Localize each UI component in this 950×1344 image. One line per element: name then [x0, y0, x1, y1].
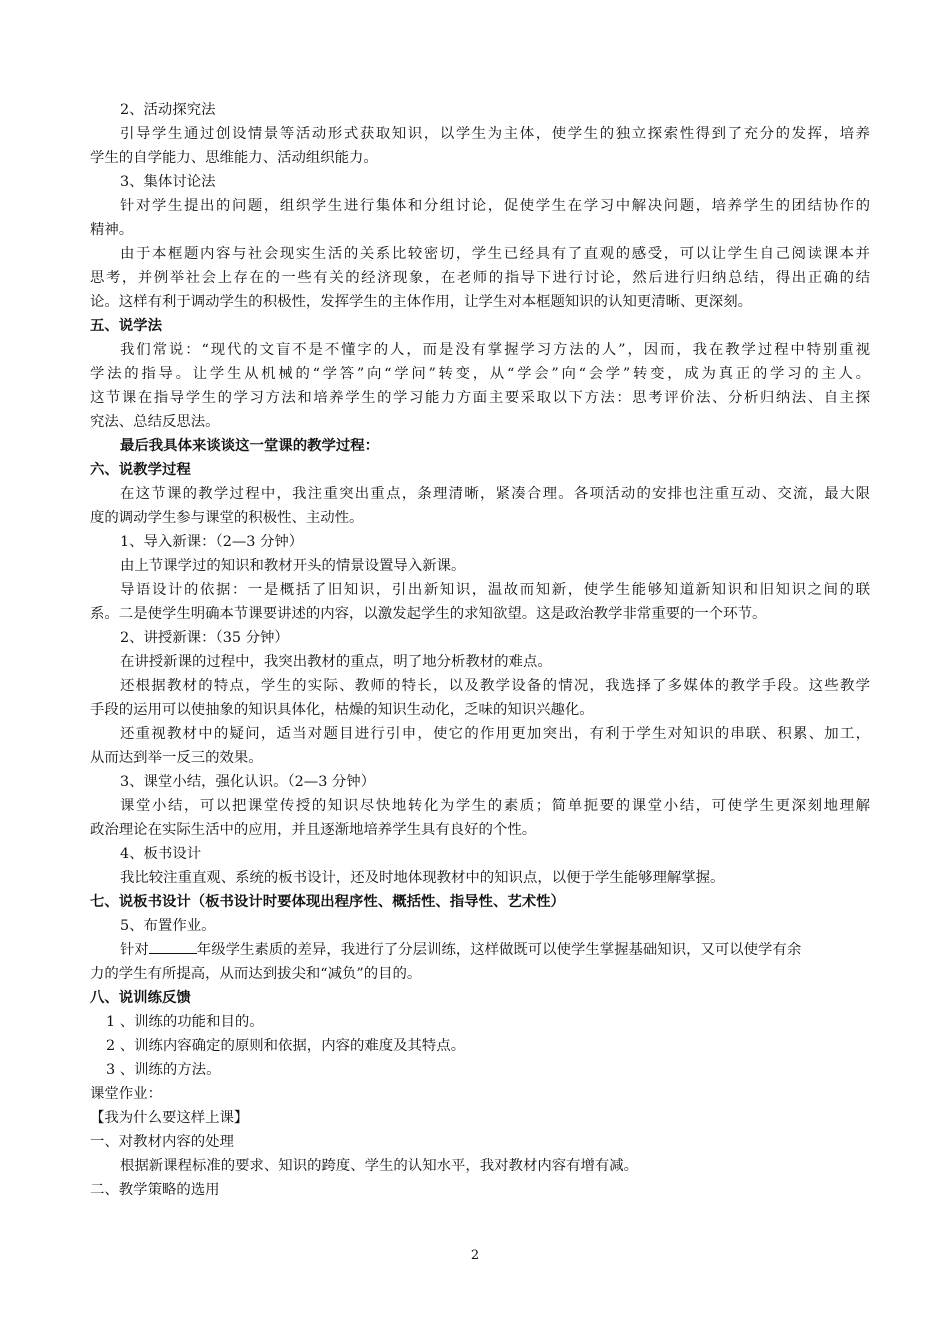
- paragraph-line: 还重视教材中的疑问，适当对题目进行引申，使它的作用更加突出，有利于学生对知识的串联、积累、加工，: [120, 726, 870, 742]
- paragraph-line: 4、板书设计: [120, 846, 202, 862]
- paragraph-line: 我们常说：“现代的文盲不是不懂字的人，而是没有掌握学习方法的人”，因而，我在教学过程中特别重视: [120, 342, 870, 358]
- paragraph-line: 这节课在指导学生的学习方法和培养学生的学习能力方面主要采取以下方法：思考评价法、分析归纳法、自主探: [90, 390, 870, 406]
- paragraph-line: 3、课堂小结，强化认识。（2—3 分钟）: [120, 774, 376, 790]
- paragraph-line: 由于本框题内容与社会现实生活的关系比较密切，学生已经具有了直观的感受，可以让学生自己阅读课本并: [120, 246, 870, 262]
- paragraph-line: 精神。: [90, 222, 134, 238]
- paragraph-line: 在讲授新课的过程中，我突出教材的重点，明了地分析教材的难点。: [120, 654, 552, 670]
- paragraph-line: 针对学生提出的问题，组织学生进行集体和分组讨论，促使学生在学习中解决问题，培养学生的团结协作的: [120, 198, 870, 214]
- paragraph-line: 2、讲授新课：（35 分钟）: [120, 630, 289, 646]
- paragraph-line: 思考，并例举社会上存在的一些有关的经济现象，在老师的指导下进行讨论，然后进行归纳总结，得出正确的结: [90, 270, 870, 286]
- page-number: 2: [470, 1248, 480, 1263]
- paragraph-line: 课堂小结，可以把课堂传授的知识尽快地转化为学生的素质；简单扼要的课堂小结，可使学生更深刻地理解: [120, 798, 870, 814]
- paragraph-line: 论。这样有利于调动学生的积极性，发挥学生的主体作用，让学生对本框题知识的认知更清晰、更深刻。: [90, 294, 752, 310]
- paragraph-line: 由上节课学过的知识和教材开头的情景设置导入新课。: [120, 558, 466, 574]
- paragraph-line: 一、对教材内容的处理: [90, 1134, 234, 1150]
- section-heading: 六、说教学过程: [90, 461, 191, 478]
- paragraph-line: 引导学生通过创设情景等活动形式获取知识，以学生为主体，使学生的独立探索性得到了充分的发挥，培养: [120, 126, 870, 142]
- paragraph-line: 政治理论在实际生活中的应用，并且逐渐地培养学生具有良好的个性。: [90, 822, 537, 838]
- paragraph-line: 2、活动探究法: [120, 102, 216, 118]
- paragraph-line: 还根据教材的特点，学生的实际、教师的特长，以及教学设备的情况，我选择了多媒体的教学手段。这些教学: [120, 678, 870, 694]
- paragraph-text: 针对: [120, 942, 149, 958]
- paragraph-line: 学法的指导。让学生从机械的“学答”向“学问”转变，从“学会”向“会学”转变，成为真正的学习的主人。: [90, 366, 870, 382]
- paragraph-line: 1、导入新课：（2—3 分钟）: [120, 534, 304, 550]
- paragraph-line-with-blank: [120, 938, 870, 962]
- paragraph-line: 力的学生有所提高，从而达到拔尖和“减负”的目的。: [90, 966, 422, 982]
- paragraph-line: 我比较注重直观、系统的板书设计，还及时地体现教材中的知识点，以便于学生能够理解掌握。: [120, 870, 725, 886]
- list-item: 2 、训练内容确定的原则和依据，内容的难度及其特点。: [106, 1038, 466, 1054]
- list-item: 3 、训练的方法。: [106, 1062, 221, 1078]
- paragraph-line: 5、布置作业。: [120, 918, 216, 934]
- fill-in-blank: [149, 939, 197, 954]
- paragraph-line: 从而达到举一反三的效果。: [90, 750, 263, 766]
- list-item: 1 、训练的功能和目的。: [106, 1014, 264, 1030]
- paragraph-line: 3、集体讨论法: [120, 174, 216, 190]
- paragraph-text: 年级学生素质的差异，我进行了分层训练，这样做既可以使学生掌握基础知识，又可以使学有余: [196, 942, 802, 958]
- paragraph-line: 学生的自学能力、思维能力、活动组织能力。: [90, 150, 378, 166]
- paragraph-line: 根据新课程标准的要求、知识的跨度、学生的认知水平，我对教材内容有增有减。: [120, 1158, 639, 1174]
- section-heading: 五、说学法: [90, 317, 162, 334]
- paragraph-line: 在这节课的教学过程中，我注重突出重点，条理清晰，紧凑合理。各项活动的安排也注重互动、交流，最大限: [120, 486, 870, 502]
- paragraph-line: 【我为什么要这样上课】: [90, 1110, 249, 1126]
- section-heading: 七、说板书设计（板书设计时要体现出程序性、概括性、指导性、艺术性）: [90, 893, 565, 910]
- paragraph-line: 手段的运用可以使抽象的知识具体化，枯燥的知识生动化，乏味的知识兴趣化。: [90, 702, 594, 718]
- paragraph-line: 究法、总结反思法。: [90, 414, 220, 430]
- paragraph-line: 课堂作业：: [90, 1086, 162, 1102]
- paragraph-line: 导语设计的依据：一是概括了旧知识，引出新知识，温故而知新，使学生能够知道新知识和旧知识之间的联: [120, 582, 870, 598]
- paragraph-line: 系。二是使学生明确本节课要讲述的内容，以激发起学生的求知欲望。这是政治教学非常重要的一个环节。: [90, 606, 767, 622]
- section-heading: 八、说训练反馈: [90, 989, 191, 1006]
- bold-intro-line: 最后我具体来谈谈这一堂课的教学过程：: [120, 437, 380, 454]
- paragraph-line: 度的调动学生参与课堂的积极性、主动性。: [90, 510, 364, 526]
- paragraph-line: 二、教学策略的选用: [90, 1182, 220, 1198]
